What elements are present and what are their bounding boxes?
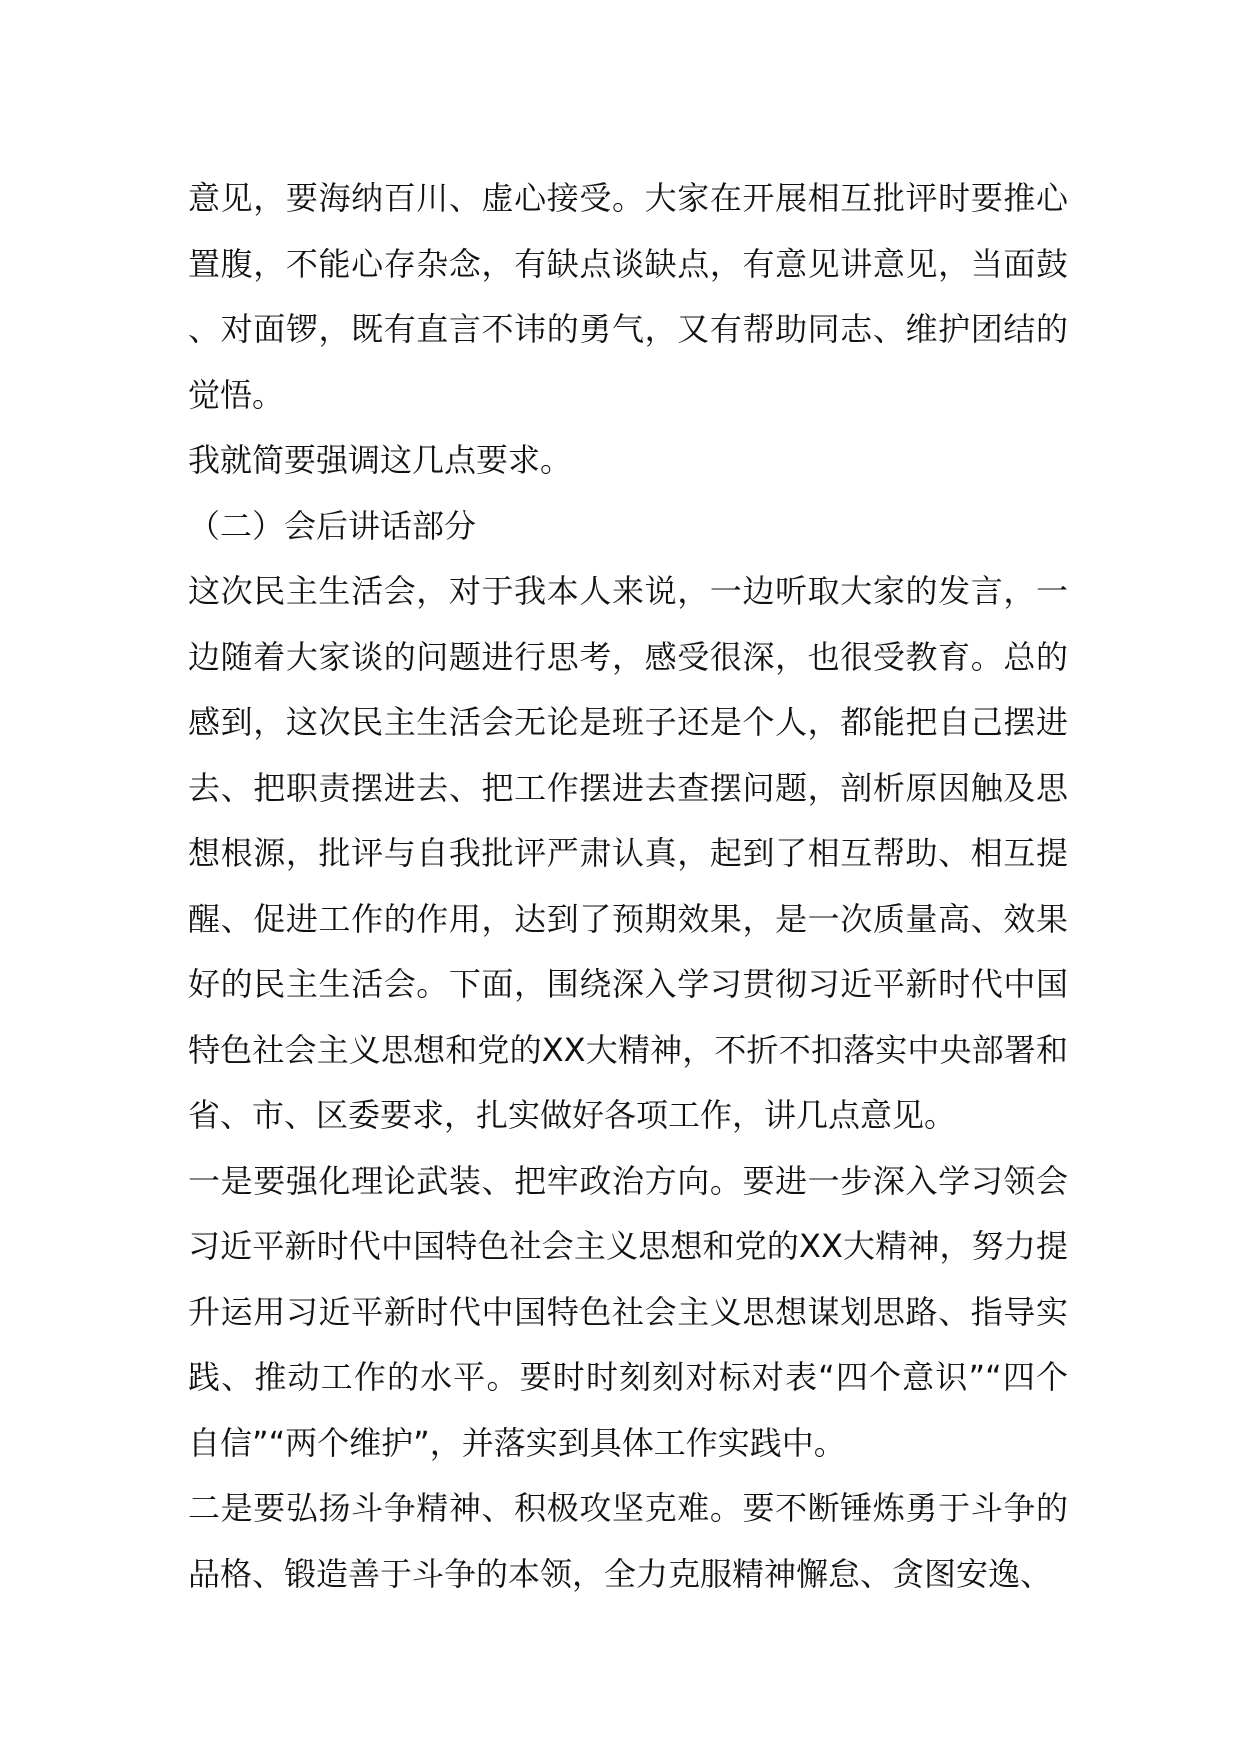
document-body xyxy=(188,166,1068,1607)
paragraph-meeting-summary: 这次民主生活会，对于我本人来说，一边听取大家的发言，一边随着大家谈的问题进行思考，感受很深，也很受教育。总的感到，这次民主生活会无论是班子还是个人，都能把自己摆进去、把职责摆进去、把工作摆进去查摆问题，剖析原因触及思想根源，批评与自我批评严肃认真，起到了相互帮助、相互提醒、促进工作的作用，达到了预期效果，是一次质量高、效果好的民主生活会。下面，围绕深入学习贯彻习近平新时代中国特色社会主义思想和党的XX大精神，不折不扣落实中央部署和省、市、区委要求，扎实做好各项工作，讲几点意见。 xyxy=(188,572,1068,1134)
section-heading: （二）会后讲话部分 xyxy=(188,506,477,545)
paragraph-requirements: 我就简要强调这几点要求。 xyxy=(188,441,573,479)
paragraph-point-two: 二是要弘扬斗争精神、积极攻坚克难。要不断锤炼勇于斗争的品格、锻造善于斗争的本领，全力克服精神懈怠、贪图安逸、 xyxy=(188,1489,1068,1593)
paragraph-criticism: 意见，要海纳百川、虚心接受。大家在开展相互批评时要推心置腹，不能心存杂念，有缺点谈缺点，有意见讲意见，当面鼓、对面锣，既有直言不讳的勇气，又有帮助同志、维护团结的觉悟。 xyxy=(188,179,1068,414)
paragraph-point-one: 一是要强化理论武装、把牢政治方向。要进一步深入学习领会习近平新时代中国特色社会主义思想和党的XX大精神，努力提升运用习近平新时代中国特色社会主义思想谋划思路、指导实践、推动工作的水平。要时时刻刻对标对表“四个意识”“四个自信”“两个维护”，并落实到具体工作实践中。 xyxy=(188,1161,1068,1462)
